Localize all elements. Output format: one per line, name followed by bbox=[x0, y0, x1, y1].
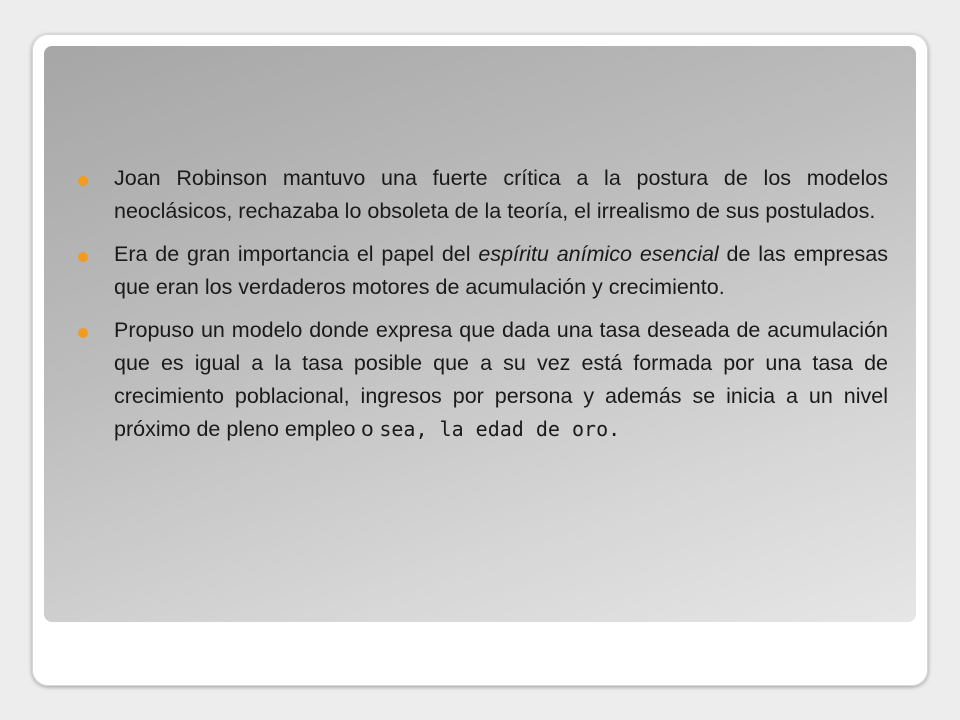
bullet-text: Joan Robinson mantuvo una fuerte crítica a la postura de los modelos neoclásicos, rechazaba lo obsoleta de la teoría, el irrealismo de sus postulados. bbox=[114, 166, 888, 223]
bullet-list bbox=[68, 162, 888, 456]
bullet-item-animal-spirits bbox=[68, 238, 888, 304]
bullet-item-robinson-critique bbox=[68, 162, 888, 228]
bullet-dot-icon bbox=[78, 252, 88, 262]
bullet-text-after: de las empresas que eran los verdaderos motores de acumulación y crecimiento. bbox=[114, 242, 888, 299]
bullet-dot-icon bbox=[78, 176, 88, 186]
bullet-dot-icon bbox=[78, 328, 88, 338]
bullet-text-tail: sea, la edad de oro. bbox=[379, 417, 621, 441]
slide-frame bbox=[32, 34, 928, 686]
content-panel bbox=[44, 46, 916, 622]
bullet-item-golden-age-model bbox=[68, 314, 888, 446]
bullet-text-main: Propuso un modelo donde expresa que dada una tasa deseada de acumulación que es igual a la tasa posible que a su vez está formada por una tasa de crecimiento poblacional, ingresos por persona y además se inicia a un nivel próximo de pleno empleo o bbox=[114, 318, 888, 441]
bullet-text-before: Era de gran importancia el papel del bbox=[114, 242, 479, 266]
bullet-text-emphasis: espíritu anímico esencial bbox=[478, 242, 719, 266]
